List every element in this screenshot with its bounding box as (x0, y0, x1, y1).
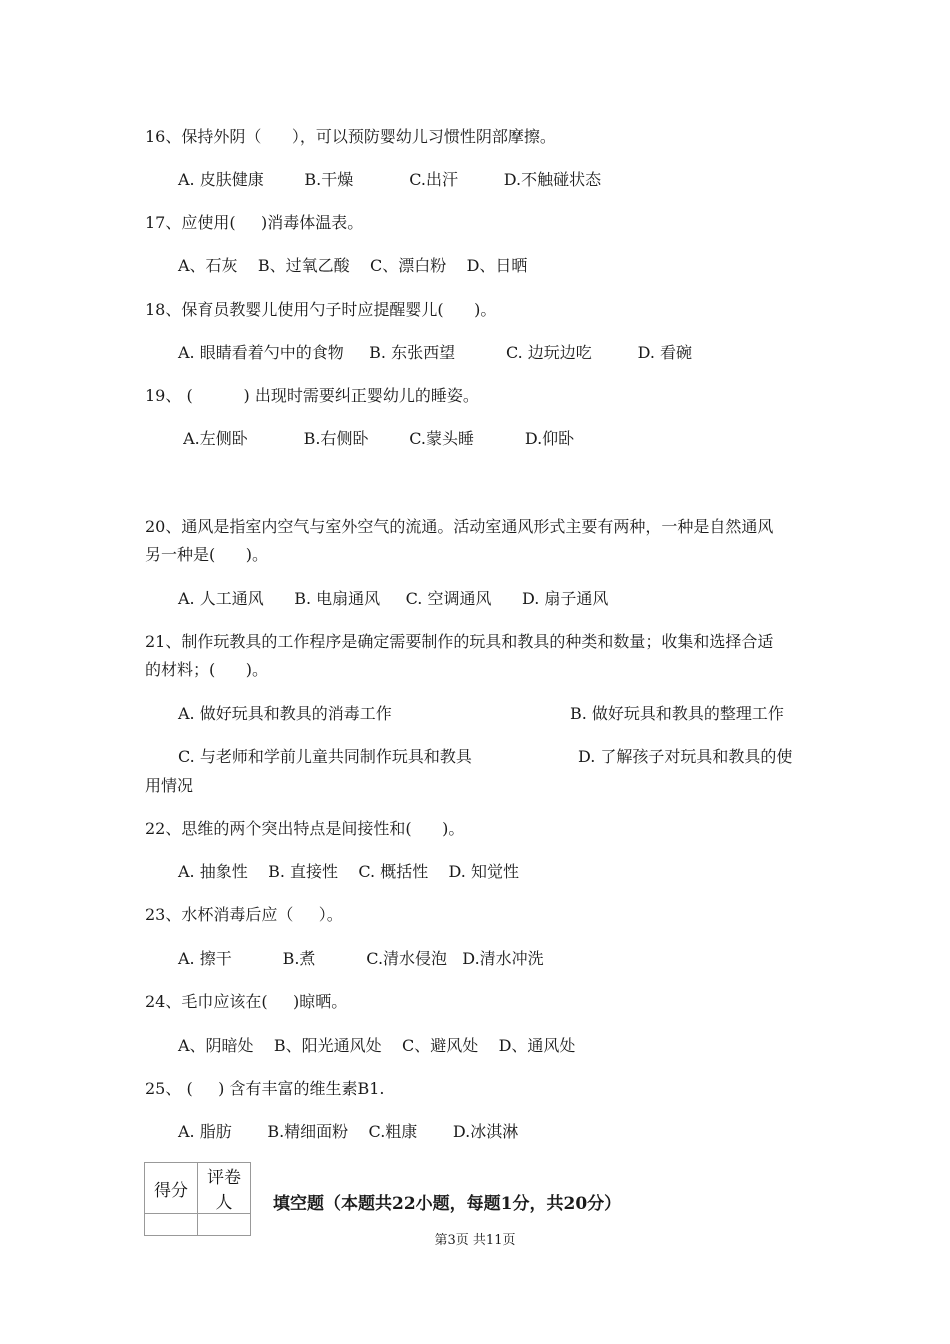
question-25-options: A. 脂肪 B.精细面粉 C.粗康 D.冰淇淋 (178, 1122, 519, 1141)
question-20-options: A. 人工通风 B. 电扇通风 C. 空调通风 D. 扇子通风 (178, 589, 609, 608)
page-footer: 第3页 共11页 (434, 1233, 516, 1248)
question-22-options: A. 抽象性 B. 直接性 C. 概括性 D. 知觉性 (178, 862, 519, 881)
question-20-stem-line2: 另一种是( )。 (145, 545, 269, 564)
question-21-option-a: A. 做好玩具和教具的消毒工作 (178, 704, 392, 723)
question-21-stem-line1: 21、制作玩教具的工作程序是确定需要制作的玩具和教具的种类和数量；收集和选择合适 (145, 632, 774, 651)
question-23-options: A. 擦干 B.煮 C.清水侵泡 D.清水冲洗 (178, 949, 544, 968)
question-21-option-d-continued: 用情况 (145, 776, 194, 795)
question-21-option-c: C. 与老师和学前儿童共同制作玩具和教具 (178, 747, 472, 766)
score-table (144, 1162, 251, 1236)
question-16-options: A. 皮肤健康 B.干燥 C.出汗 D.不触碰状态 (178, 170, 602, 189)
question-24-stem: 24、毛巾应该在( )晾晒。 (145, 992, 348, 1011)
question-18-stem: 18、保育员教婴儿使用勺子时应提醒婴儿( )。 (145, 300, 497, 319)
question-17-options: A、石灰 B、过氧乙酸 C、漂白粉 D、日晒 (178, 256, 528, 275)
question-16-stem: 16、保持外阴（ ），可以预防婴幼儿习惯性阴部摩擦。 (145, 127, 556, 146)
question-22-stem: 22、思维的两个突出特点是间接性和( )。 (145, 819, 465, 838)
question-19-stem: 19、 ( ) 出现时需要纠正婴幼儿的睡姿。 (145, 386, 479, 405)
question-25-stem: 25、 ( ) 含有丰富的维生素B1. (145, 1079, 385, 1098)
question-19-options: A.左侧卧 B.右侧卧 C.蒙头睡 D.仰卧 (178, 429, 575, 448)
question-23-stem: 23、水杯消毒后应（ ）。 (145, 905, 343, 924)
question-21-option-d: D. 了解孩子对玩具和教具的使 (578, 747, 793, 766)
section-title: 填空题（本题共22小题，每题1分，共20分） (273, 1194, 622, 1214)
grader-header: 评卷人 (198, 1163, 251, 1214)
question-18-options: A. 眼睛看着勺中的食物 B. 东张西望 C. 边玩边吃 D. 看碗 (178, 343, 692, 362)
question-21-option-b: B. 做好玩具和教具的整理工作 (570, 704, 784, 723)
question-21-stem-line2: 的材料；( )。 (145, 660, 269, 679)
question-24-options: A、阴暗处 B、阳光通风处 C、避风处 D、通风处 (178, 1036, 576, 1055)
question-17-stem: 17、应使用( )消毒体温表。 (145, 213, 364, 232)
score-header: 得分 (145, 1163, 198, 1214)
question-20-stem-line1: 20、通风是指室内空气与室外空气的流通。活动室通风形式主要有两种，一种是自然通风 (145, 517, 774, 536)
